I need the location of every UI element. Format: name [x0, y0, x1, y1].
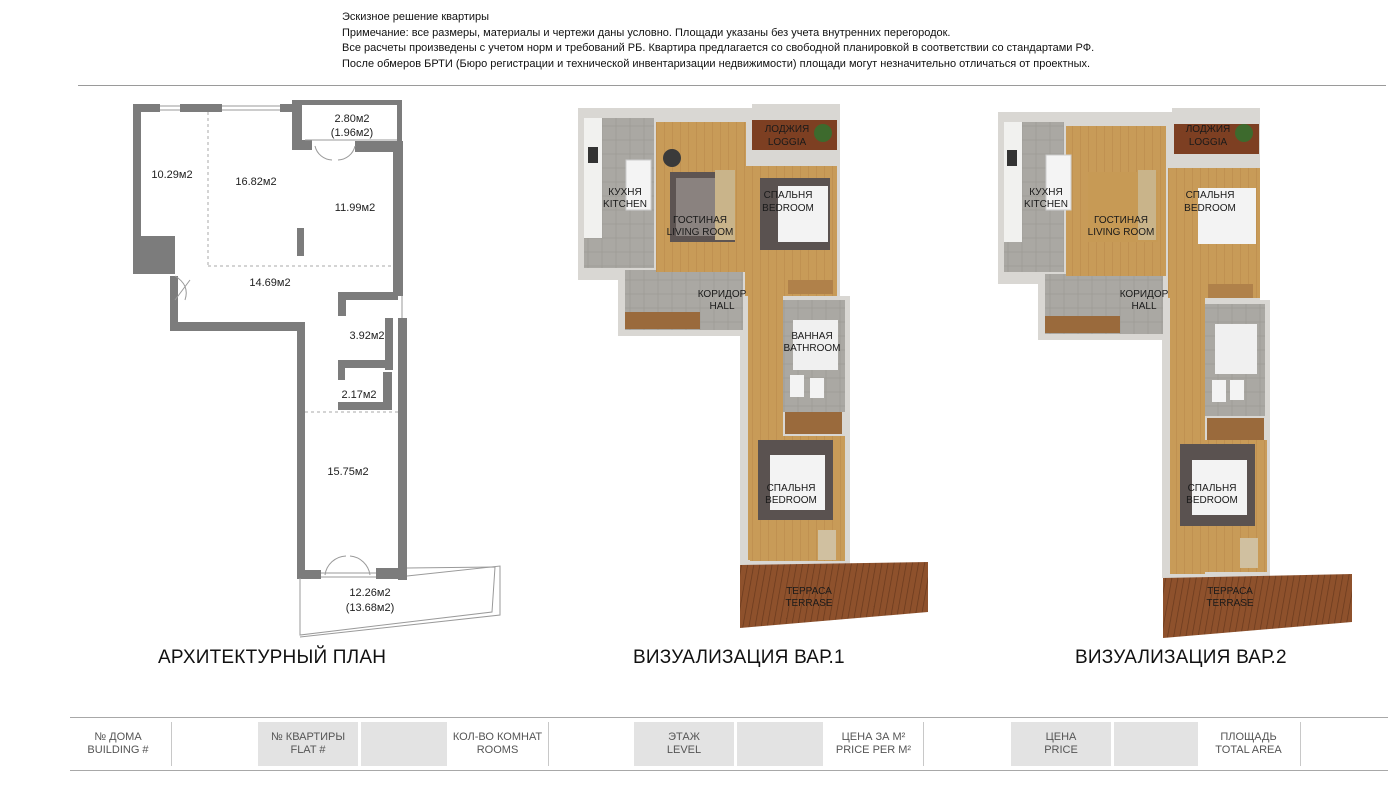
v1-label-terrace-ru: ТЕРРАСА	[786, 586, 832, 597]
v2-label-bedroom2-en: BEDROOM	[1186, 495, 1238, 506]
v2-label-living-en: LIVING ROOM	[1087, 227, 1155, 238]
info-price	[1011, 722, 1111, 766]
divider	[923, 722, 924, 766]
area-kitchen: 10.29м2	[151, 169, 193, 181]
visualization-variant-1	[578, 104, 928, 628]
v1-label-loggia-en: LOGGIA	[767, 137, 807, 148]
v1-label-hall-ru: КОРИДОР	[697, 289, 747, 300]
v1-label-hall-en: HALL	[709, 301, 735, 312]
info-price-ru: ЦЕНА	[1045, 731, 1077, 743]
info-rooms-ru: КОЛ-ВО КОМНАТ	[452, 731, 543, 743]
info-ppm-en: PRICE PER М²	[835, 744, 912, 756]
area-bath: 3.92м2	[349, 330, 385, 342]
note-title: Эскизное решение квартиры	[342, 11, 490, 23]
area-hall: 14.69м2	[249, 277, 291, 289]
v2-label-bedroom2-ru: СПАЛЬНЯ	[1187, 483, 1237, 494]
note-line: Все расчеты произведены с учетом норм и требований РБ. Квартира предлагается со свободной планировкой в соответствии со стандартами РФ.	[342, 42, 1095, 54]
v2-label-loggia-ru: ЛОДЖИЯ	[1185, 124, 1231, 135]
v2-label-hall-en: HALL	[1131, 301, 1157, 312]
divider	[171, 722, 172, 766]
info-ppm-ru: ЦЕНА ЗА М²	[841, 731, 906, 743]
visualization-variant-2	[998, 108, 1352, 638]
info-building-en: BUILDING #	[87, 744, 149, 756]
v1-label-bedroom1-en: BEDROOM	[762, 203, 814, 214]
info-flat-value	[361, 722, 447, 766]
info-price-value	[1114, 722, 1198, 766]
info-level-ru: ЭТАЖ	[668, 731, 700, 743]
v2-label-bedroom1-ru: СПАЛЬНЯ	[1185, 190, 1235, 201]
info-flat-en: FLAT #	[290, 744, 326, 756]
area-wc: 2.17м2	[341, 389, 377, 401]
info-level-value	[737, 722, 823, 766]
area-bedroom-1: 11.99м2	[334, 202, 376, 214]
info-total-area	[1201, 722, 1296, 766]
v1-label-kitchen-en: KITCHEN	[603, 199, 647, 210]
v1-label-bedroom2-ru: СПАЛЬНЯ	[766, 483, 816, 494]
architectural-plan	[133, 100, 500, 637]
v2-label-loggia-en: LOGGIA	[1188, 137, 1228, 148]
v2-label-kitchen-en: KITCHEN	[1024, 199, 1068, 210]
divider	[1300, 722, 1301, 766]
info-price-en: PRICE	[1044, 744, 1078, 756]
note-line: После обмеров БРТИ (Бюро регистрации и технической инвентаризации недвижимости) площади могут незначительно отличаться от проектных.	[342, 57, 1091, 70]
caption-visualization-2: ВИЗУАЛИЗАЦИЯ ВАР.2	[1075, 647, 1287, 668]
info-building	[78, 722, 158, 766]
info-area-ru: ПЛОЩАДЬ	[1220, 731, 1277, 743]
apartment-info-bar	[70, 717, 1388, 771]
area-loggia-effective: (1.96м2)	[330, 127, 374, 139]
info-price-per-m2	[826, 722, 921, 766]
info-building-ru: № ДОМА	[94, 731, 142, 743]
v1-label-bath-ru: ВАННАЯ	[791, 331, 833, 342]
v1-label-terrace-en: TERRASE	[785, 598, 833, 609]
v1-label-bath-en: BATHROOM	[783, 343, 841, 354]
v1-label-kitchen-ru: КУХНЯ	[608, 187, 642, 198]
area-terrace-effective: (13.68м2)	[345, 602, 395, 614]
info-area-en: TOTAL AREA	[1215, 744, 1282, 756]
caption-visualization-1: ВИЗУАЛИЗАЦИЯ ВАР.1	[633, 647, 845, 668]
info-level-en: LEVEL	[666, 744, 702, 756]
v1-label-living-ru: ГОСТИНАЯ	[673, 215, 727, 226]
v1-label-bedroom2-en: BEDROOM	[765, 495, 817, 506]
note-line: Примечание: все размеры, материалы и чертежи даны условно. Площади указаны без учета внутренних перегородок.	[342, 26, 951, 39]
v2-label-terrace-en: TERRASE	[1206, 598, 1254, 609]
v2-label-bedroom1-en: BEDROOM	[1184, 203, 1236, 214]
info-flat	[258, 722, 358, 766]
area-terrace: 12.26м2	[349, 587, 391, 599]
v2-label-kitchen-ru: КУХНЯ	[1029, 187, 1063, 198]
v2-label-terrace-ru: ТЕРРАСА	[1207, 586, 1253, 597]
v2-label-living-ru: ГОСТИНАЯ	[1094, 215, 1148, 226]
v1-label-living-en: LIVING ROOM	[666, 227, 734, 238]
area-living: 16.82м2	[235, 176, 277, 188]
info-level	[634, 722, 734, 766]
info-flat-ru: № КВАРТИРЫ	[270, 731, 346, 743]
v2-label-hall-ru: КОРИДОР	[1119, 289, 1169, 300]
divider	[548, 722, 549, 766]
v1-label-loggia-ru: ЛОДЖИЯ	[764, 124, 810, 135]
info-rooms-en: ROOMS	[476, 744, 519, 756]
caption-architectural-plan: АРХИТЕКТУРНЫЙ ПЛАН	[158, 647, 387, 668]
area-loggia: 2.80м2	[334, 113, 370, 125]
info-rooms	[450, 722, 545, 766]
area-bedroom-2: 15.75м2	[327, 466, 369, 478]
v1-label-bedroom1-ru: СПАЛЬНЯ	[763, 190, 813, 201]
